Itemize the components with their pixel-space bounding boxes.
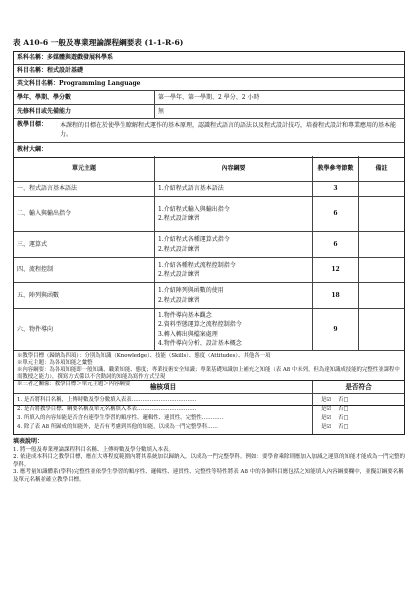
remark-cell — [358, 283, 404, 308]
semester-value: 第一學年、第一學期、2 學分、2 小時 — [154, 91, 404, 104]
document-title: 表 A10-6 一般及專業理論課程綱要表 (1-1-R-6) — [13, 38, 184, 47]
course-name-cn: 科目名稱：程式設計基礎 — [17, 67, 84, 74]
content-line: 1.介紹程式語言基本語法 — [158, 185, 224, 192]
fill-instructions — [13, 438, 405, 484]
teaching-hours: 3 — [312, 182, 358, 196]
instruction-item: 3. 應考量知識體系(學科)完整性並依學生學習的順序性、邏輯性、連貫性、完整性等特性將表 A8 中的各個科目應包括之知能填入內容綱要欄中，並擬訂綱要名稱及單元名稱並確立教學目標。 — [13, 469, 404, 483]
footnote-line: ※教學目標（歸納為四項）：分別為知識（Knowledge）、技能（Skills）、態度（Attitudes）、其他各一項 — [17, 353, 271, 359]
prereq-value: 無 — [154, 105, 404, 118]
content-line: 2.程式設計練習 — [158, 271, 200, 278]
outline-table — [13, 156, 405, 406]
content-line: 2.資料型態運算之流程控制指令 — [158, 321, 242, 328]
objective-row — [14, 119, 404, 143]
content-outline — [154, 309, 312, 350]
content-outline — [154, 182, 312, 196]
teaching-hours: 12 — [312, 258, 358, 282]
unit-topic: 六、物件導向 — [17, 325, 54, 333]
table-row — [14, 182, 404, 197]
unit-topic: 一、程式語言基本語法 — [17, 185, 78, 192]
outline-col-remark: 備註 — [358, 156, 404, 181]
teaching-hours: 18 — [312, 283, 358, 308]
course-cn-row — [14, 65, 404, 78]
no-checkbox[interactable]: 否□ — [338, 397, 349, 403]
no-checkbox[interactable]: 否□ — [338, 424, 349, 430]
table-row — [14, 309, 404, 351]
unit-topic: 四、流程控制 — [17, 266, 54, 273]
checklist-item: 1. 是否將科目名稱，上傳時數及學分數填入表表……………………………… — [17, 397, 197, 403]
checklist-body — [14, 394, 404, 434]
unit-topic: 二、輸入與輸出指令 — [17, 210, 72, 217]
outline-col-content: 內容綱要 — [154, 156, 312, 181]
checklist-item: 3. 所填入的內容知能是否含有連學生學習的順序性、邏輯性、連貫性、完整性………… — [17, 415, 224, 421]
content-line: 1.介紹陣列與函數的使用 — [158, 287, 224, 294]
instructions-heading: 填表說明： — [13, 438, 44, 445]
teaching-hours: 6 — [312, 197, 358, 231]
textbook-row — [14, 143, 404, 157]
remark-cell — [358, 309, 404, 350]
unit-topic: 三、運算式 — [17, 240, 48, 248]
table-row — [14, 258, 404, 283]
yes-checkbox[interactable]: 是☑ — [321, 424, 332, 430]
content-line: 3.轉入轉出與檔案處理 — [158, 330, 218, 338]
remark-cell — [358, 258, 404, 282]
teaching-hours: 6 — [312, 232, 358, 257]
checklist-answer — [321, 423, 349, 432]
objective-value: 本課程的目標在於使學生瞭解程式運作的基本原理，認識程式語言的語法以及程式設計技巧，培養程式設計和專業應用的基本能力。 — [60, 122, 397, 138]
remark-cell — [358, 182, 404, 196]
footnote-line: ※三者之關係：教學目標＞單元主題＞內容綱要 — [17, 381, 131, 387]
no-checkbox[interactable]: 否□ — [338, 415, 349, 421]
course-en-row — [14, 78, 404, 91]
content-line: 1.介紹程式各種運算式指令 — [158, 236, 230, 243]
table-row — [14, 197, 404, 232]
outline-col-unit: 單元主題 — [71, 164, 96, 172]
yes-checkbox[interactable]: 是☑ — [321, 397, 332, 403]
content-line: 1.介紹程式輸入與輸出指令 — [158, 205, 230, 213]
semester-label: 學年、學期、學分數 — [17, 93, 72, 101]
checklist-item: 2. 是否將教學目標、綱要名稱及單元名稱填入本表…………………………… — [17, 406, 197, 412]
content-line: 2.程式設計練習 — [158, 296, 200, 304]
checklist-answer — [321, 396, 349, 405]
checklist-header-row — [14, 381, 404, 394]
yes-checkbox[interactable]: 是☑ — [321, 415, 332, 421]
content-line: 1.物件導向基本觀念 — [158, 311, 212, 319]
checklist-item: 4. 除了表 A8 所歸成的知能外，是否有考慮到其他的知能，以成為一門完整學科…… — [17, 424, 218, 430]
textbook-outline-label: 教材大綱： — [17, 146, 48, 153]
content-outline — [154, 258, 312, 282]
course-info-table — [13, 51, 405, 158]
remark-cell — [358, 232, 404, 257]
dept-row — [14, 52, 404, 65]
prereq-row — [14, 105, 404, 119]
content-outline — [154, 197, 312, 231]
content-line: 2.程式設計練習 — [158, 245, 200, 253]
objective-label: 教學目標： — [17, 121, 48, 128]
course-name-en: 英文科目名稱：Programming Language — [17, 80, 141, 87]
content-line: 2.程式設計練習 — [158, 215, 200, 222]
checklist-col-conform: 是否符合 — [312, 381, 404, 393]
yes-checkbox[interactable]: 是☑ — [321, 406, 332, 412]
content-line: 4.物件導向分析、設計基本概念 — [158, 340, 242, 347]
checklist-answer — [321, 405, 349, 414]
content-outline — [154, 232, 312, 257]
checklist-col-item: 檢核項目 — [149, 383, 177, 391]
checklist-answer — [321, 414, 349, 423]
outline-header-row — [14, 156, 404, 182]
no-checkbox[interactable]: 否□ — [338, 406, 349, 412]
prereq-label: 先修科目或先備能力 — [17, 107, 72, 115]
footnote-line: ※單元主題：為各項知能之彙整 — [17, 360, 93, 366]
teaching-hours: 9 — [312, 309, 358, 350]
checklist-table — [13, 380, 405, 435]
remark-cell — [358, 197, 404, 231]
semester-row — [14, 91, 404, 105]
outline-col-hours: 教學參考節數 — [312, 156, 358, 181]
dept-name: 系科名稱：多媒體與遊戲發展科學系 — [17, 54, 114, 61]
checklist-answers — [312, 394, 404, 434]
table-row — [14, 283, 404, 309]
content-outline — [154, 283, 312, 308]
content-line: 1.介紹各種程式流程控制指令 — [158, 261, 236, 269]
footnote-line: ※內容綱要：為各項知能即一般知識、職業知能、態度；專業技術安全知識；專業基礎知識加上補充之知能（表 A8 中未列，但為達知識成技能的完整性並課程中需教授之能力），撰寫方式係以不含動詞的知能為寫作方式呈現 — [17, 367, 400, 380]
instruction-item: 1. 將一般及專業理論課程科目名稱、上傳時數及學分數填入本表。 — [13, 446, 174, 453]
instruction-item: 2. 依達成本科目之教學目標，應在大專程度範圍內將其系統加以歸納入，以成為一門完整學科。例如：要學會乘除則應加入加減之運算的知能才能成為一門完整的學科。 — [13, 454, 406, 468]
table-row — [14, 232, 404, 258]
checklist-items — [14, 394, 312, 434]
unit-topic: 五、陣列與函數 — [17, 291, 60, 299]
